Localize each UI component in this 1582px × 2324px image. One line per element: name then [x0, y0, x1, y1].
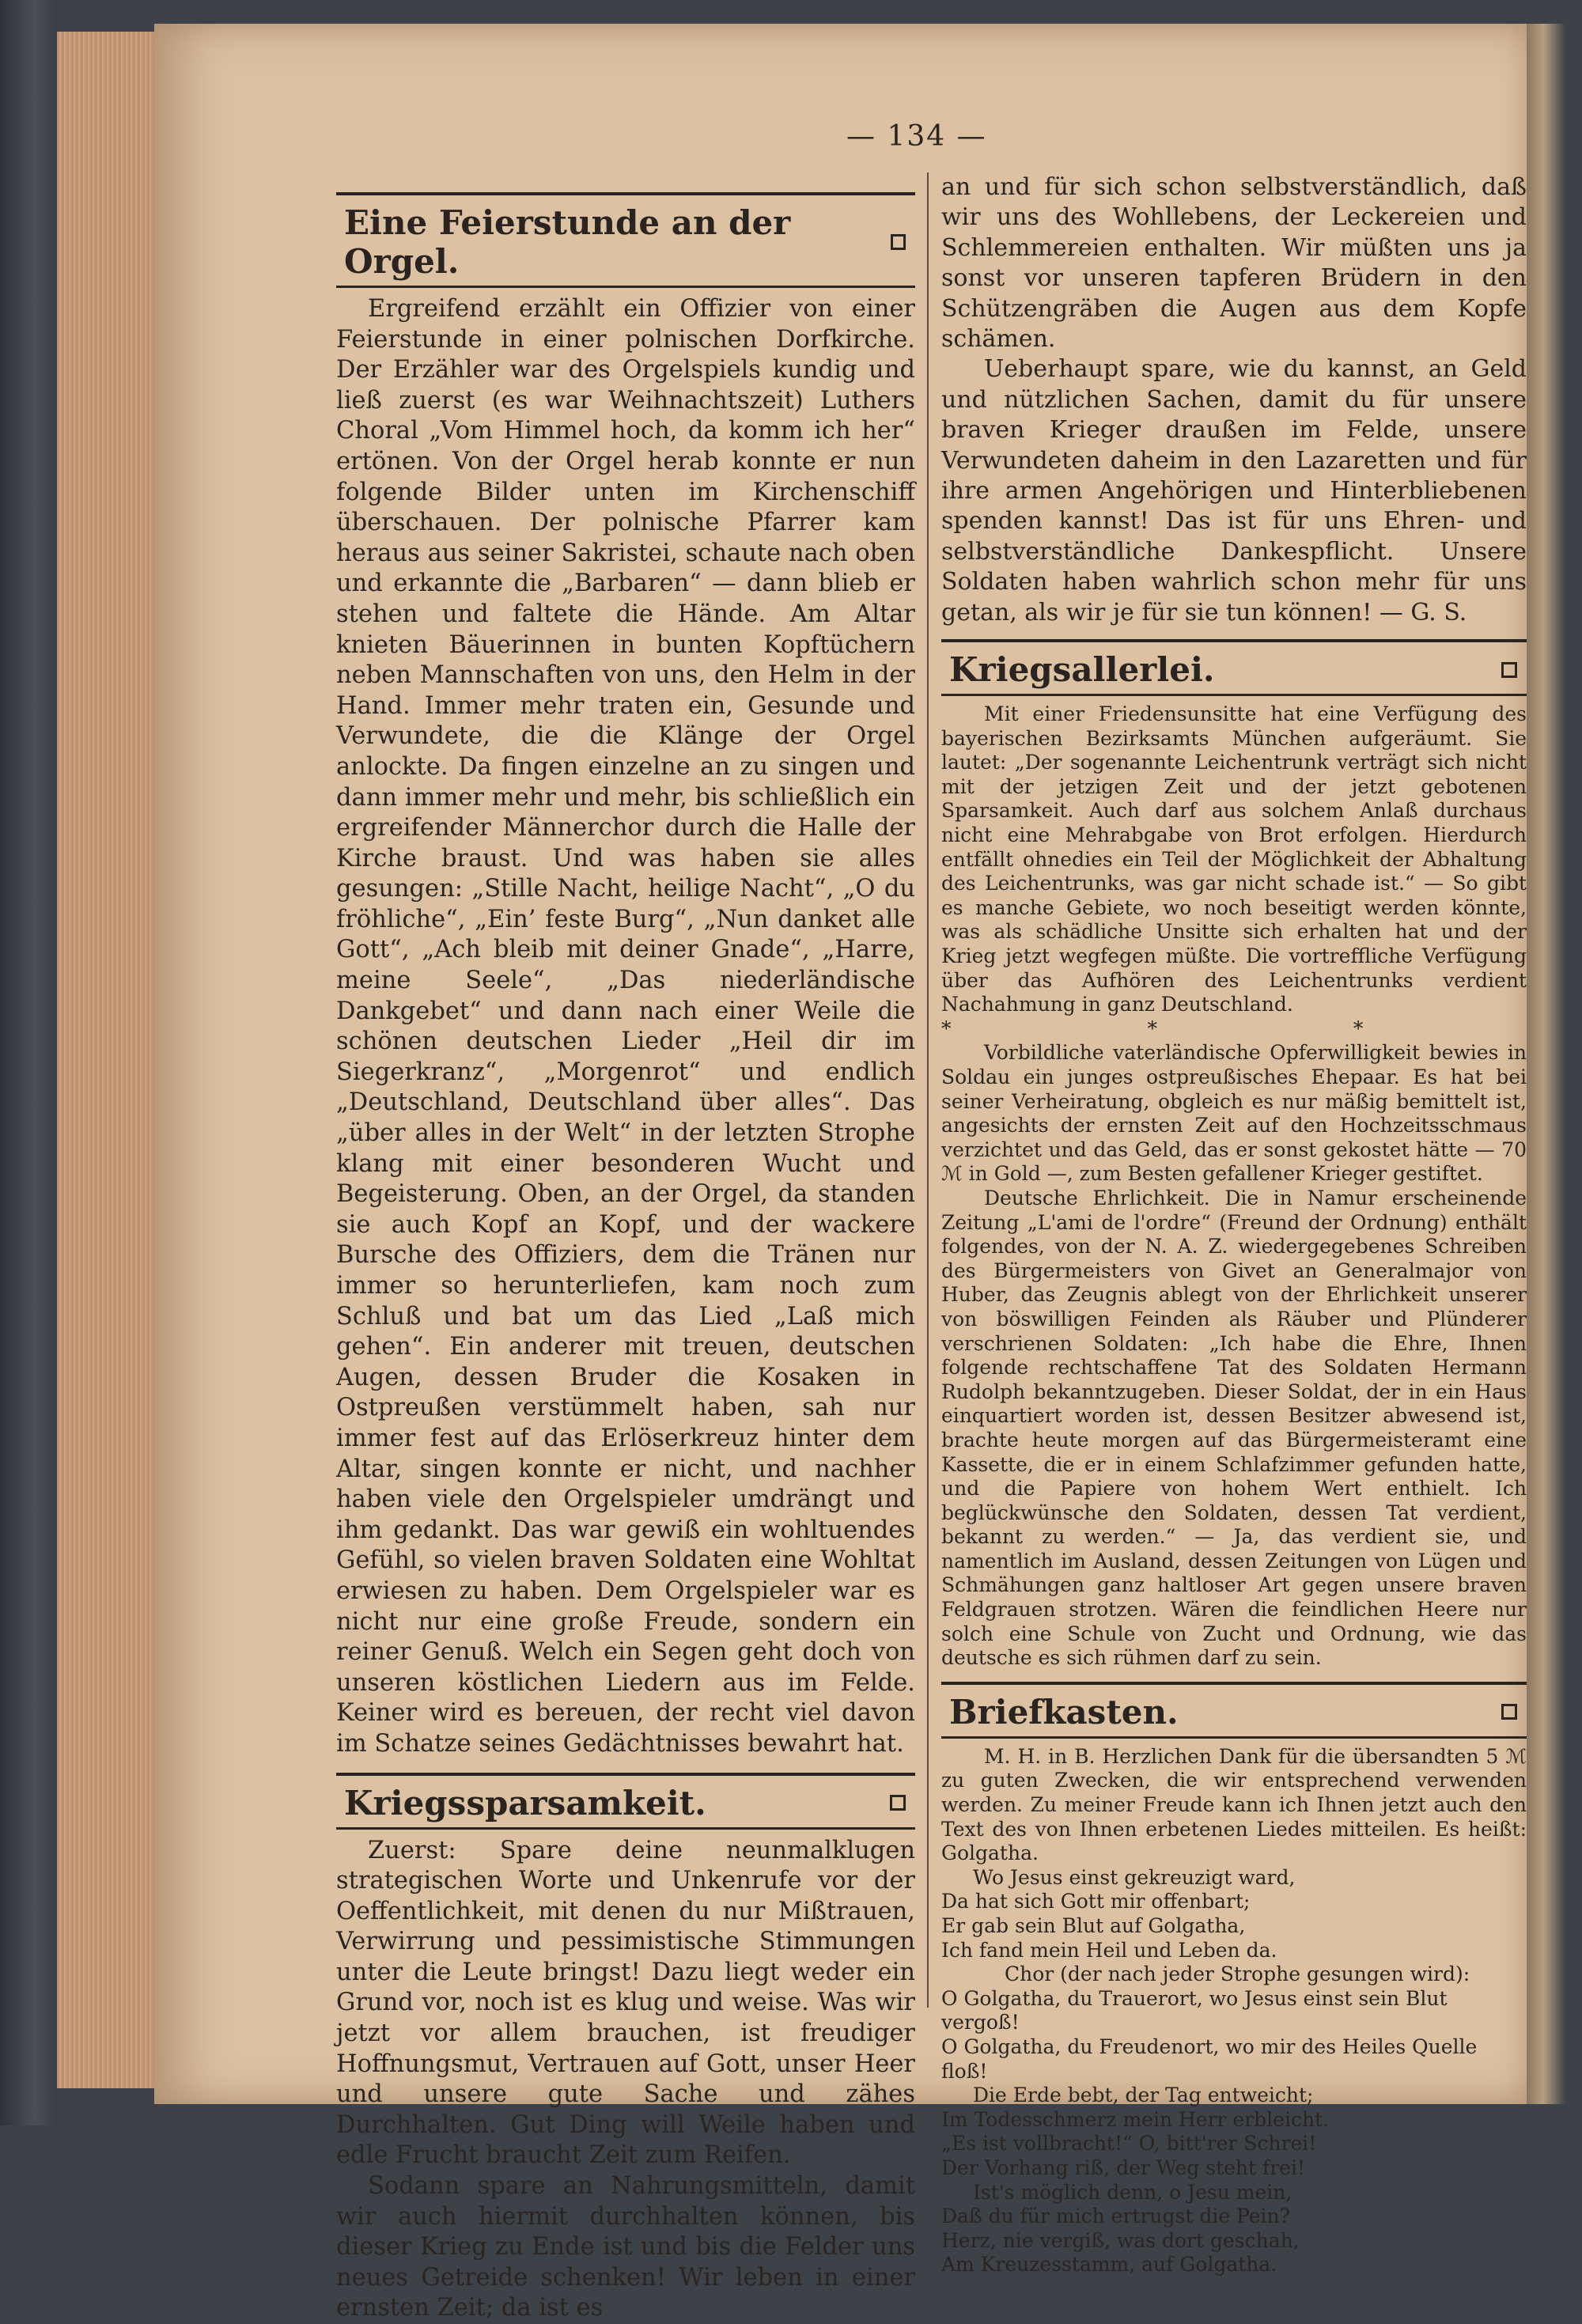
chorus-line: O Golgatha, du Freudenort, wo mir des Heiles Quelle floß!	[941, 2035, 1527, 2084]
letter-reply: M. H. in B. Herzlichen Dank für die übersandten 5 ℳ zu guten Zwecken, die wir entsprechend verwenden werden. Zu meiner Freude kann ich Ihnen jetzt auch den Text des von Ihnen erbetenen Liedes mitteilen. Es heißt: Golgatha.	[941, 1745, 1527, 1866]
chorus-label: Chor (der nach jeder Strophe gesungen wird):	[941, 1963, 1527, 1987]
article-heading	[336, 1773, 915, 1830]
square-ornament-icon	[891, 234, 906, 250]
facing-page-edge	[1527, 24, 1582, 2104]
article-title: Kriegssparsamkeit.	[344, 1784, 706, 1822]
page-stack-edges	[57, 32, 160, 2088]
book-cover-edge	[0, 0, 57, 2125]
poem-line: Ich fand mein Heil und Leben da.	[941, 1939, 1527, 1963]
square-ornament-icon	[890, 1795, 906, 1811]
poem-line: Am Kreuzesstamm, auf Golgatha.	[941, 2253, 1527, 2277]
kriegsallerlei-article	[941, 639, 1527, 1671]
article-paragraph: Deutsche Ehrlichkeit. Die in Namur erscheinende Zeitung „L'ami de l'ordre“ (Freund der Ordnung) enthält folgendes, von der N. A. Z. wiedergegebenes Schreiben des Bürgermeisters von Givet an Generalmajor von Huber, das Zeugnis ablegt von der Ehrlichkeit unserer von böswilligen Feinden als Räuber und Plünderer verschrienen Soldaten: „Ich habe die Ehre, Ihnen folgende rechtschaffene Tat des Soldaten Hermann Rudolph bekanntzugeben. Dieser Soldat, der in ein Haus einquartiert worden ist, dessen Besitzer abwesend ist, brachte heute morgen auf das Bürgermeisteramt eine Kassette, die er in einem Schlafzimmer gefunden hatte, und die Papiere von hohem Wert enthielt. Ich beglückwünsche den Soldaten, dessen Tat verdient, bekannt zu werden.“ — Ja, das verdient sie, und namentlich im Ausland, dessen Zeitungen von Lügen und Schmähungen ganz haltloser Art gegen unsere braven Feldgrauen strotzen. Wären die feindlichen Heere nur solch eine Schule von Zucht und Ordnung, wie das deutsche es sich rühmen darf zu sein.	[941, 1187, 1527, 1671]
poem-line: Er gab sein Blut auf Golgatha,	[941, 1914, 1527, 1939]
article-body: Ergreifend erzählt ein Offizier von einer Feierstunde in einer polnischen Dorfkirche. Der Erzähler war des Orgelspiels kundig und ließ zuerst (es war Weihnachtszeit) Luthers Choral „Vom Himmel hoch, da komm ich her“ ertönen. Von der Orgel herab konnte er nun folgende Bilder unten im Kirchenschiff überschauen. Der polnische Pfarrer kam heraus aus seiner Sakristei, schaute nach oben und erkannte die „Barbaren“ — dann blieb er stehen und faltete die Hände. Am Altar knieten Bäuerinnen in bunten Kopftüchern neben Mannschaften von uns, den Helm in der Hand. Immer mehr traten ein, Gesunde und Verwundete, die die Klänge der Orgel anlockte. Da fingen einzelne an zu singen und dann immer mehr und mehr, bis schließlich ein ergreifender Männerchor durch die Halle der Kirche braust. Und was haben sie alles gesungen: „Stille Nacht, heilige Nacht“, „O du fröhliche“, „Ein’ feste Burg“, „Nun danket alle Gott“, „Ach bleib mit deiner Gnade“, „Harre, meine Seele“, „Das niederländische Dankgebet“ und dann nach einer Weile die schönen deutschen Lieder „Heil dir im Siegerkranz“, „Morgenrot“ und endlich „Deutschland, Deutschland über alles“. Das „über alles in der Welt“ in der letzten Strophe klang mit einer besonderen Wucht und Begeisterung. Oben, an der Orgel, da standen sie auch Kopf an Kopf, und der wackere Bursche des Offiziers, dem die Tränen nur immer so herunterliefen, kam noch zum Schluß und bat um das Lied „Laß mich gehen“. Ein anderer mit treuen, deutschen Augen, dessen Bruder die Kosaken in Ostpreußen verstümmelt haben, sah nur immer fest auf das Erlöserkreuz hinter dem Altar, singen konnte er nicht, und nachher haben viele den Orgelspieler umdrängt und ihm gedankt. Das war gewiß ein wohltuendes Gefühl, so vielen braven Soldaten eine Wohltat erwiesen zu haben. Dem Orgelspieler war es nicht nur eine große Freude, sondern ein reiner Genuß. Welch ein Segen geht doch von unseren köstlichen Liedern aus im Felde. Keiner wird es bereuen, der recht viel davon im Schatze seines Gedächtnisses bewahrt hat.	[336, 294, 915, 1760]
column-divider	[927, 172, 929, 2008]
page-number: — 134 —	[846, 120, 987, 153]
continuation-text	[941, 172, 1527, 628]
article-heading	[941, 639, 1527, 696]
article-title: Kriegsallerlei.	[949, 650, 1215, 689]
poem-line: Der Vorhang riß, der Weg steht frei!	[941, 2156, 1527, 2181]
section-separator-stars: * * *	[941, 1017, 1527, 1042]
briefkasten-section	[941, 1682, 1527, 2277]
article-paragraph: Vorbildliche vaterländische Opferwilligkeit bewies in Soldau ein junges ostpreußisches Ehepaar. Es hat bei seiner Verheiratung, obgleich es nur mäßig bemittelt ist, angesichts der ernsten Zeit auf den Hochzeitsschmaus verzichtet und das Geld, das er sonst gekostet hätte — 70 ℳ in Gold —, zum Besten gefallener Krieger gestiftet.	[941, 1041, 1527, 1187]
article-paragraph: Sodann spare an Nahrungsmitteln, damit wir auch hiermit durchhalten können, bis dieser Krieg zu Ende ist und bis die Felder uns neues Getreide schenken! Wir leben in einer ernsten Zeit; da ist es	[336, 2171, 915, 2324]
poem-line: Da hat sich Gott mir offenbart;	[941, 1890, 1527, 1914]
poem-line: Wo Jesus einst gekreuzigt ward,	[941, 1866, 1527, 1891]
poem-line: Herz, nie vergiß, was dort geschah,	[941, 2229, 1527, 2254]
article-paragraph: an und für sich schon selbstverständlich, daß wir uns des Wohllebens, der Leckereien und Schlemmereien enthalten. Wir müßten uns ja sonst vor unseren tapferen Brüdern in den Schützengräben die Augen aus dem Kopfe schämen.	[941, 172, 1527, 354]
poem-line: Die Erde bebt, der Tag entweicht;	[941, 2084, 1527, 2108]
article-paragraph: Mit einer Friedensunsitte hat eine Verfügung des bayerischen Bezirksamts München aufgeräumt. Sie lautet: „Der sogenannte Leichentrunk verträgt sich nicht mit der jetzigen Zeit und der jetzt gebotenen Sparsamkeit. Auch darf aus solchem Anlaß durchaus nicht eine Mehrabgabe von Brot erfolgen. Hierdurch entfällt ohnedies ein Teil der Möglichkeit der Abhaltung des Leichentrunks, was gar nicht schade ist.“ — So gibt es manche Gebiete, wo noch beseitigt werden könnte, was als schädliche Unsitte sich erhalten hat und der Krieg jetzt wegfegen müßte. Die vortreffliche Verfügung über das Aufhören des Leichentrunks verdient Nachahmung in ganz Deutschland.	[941, 702, 1527, 1017]
article-title: Eine Feierstunde an der Orgel.	[344, 203, 883, 281]
poem-line: „Es ist vollbracht!“ O, bitt'rer Schrei!	[941, 2132, 1527, 2156]
chorus-line: O Golgatha, du Trauerort, wo Jesus einst sein Blut vergoß!	[941, 1987, 1527, 2035]
article-paragraph: Ueberhaupt spare, wie du kannst, an Geld und nützlichen Sachen, damit du für unsere braven Krieger draußen im Felde, unsere Verwundeten daheim in den Lazaretten und für ihre armen Angehörigen und Hinterbliebenen spenden kannst! Das ist für uns Ehren- und selbstverständliche Dankespflicht. Unsere Soldaten haben wahrlich schon mehr für uns getan, als wir je für sie tun können! — G. S.	[941, 354, 1527, 628]
article-heading	[336, 192, 915, 288]
square-ornament-icon	[1501, 1704, 1517, 1720]
article-paragraph: Zuerst: Spare deine neunmalklugen strategischen Worte und Unkenrufe vor der Oeffentlichkeit, mit denen du nur Mißtrauen, Verwirrung und pessimistische Stimmungen unter die Leute bringst! Dazu liegt weder ein Grund vor, noch ist es klug und weise. Was wir jetzt vor allem brauchen, ist freudiger Hoffnungsmut, Vertrauen auf Gott, unser Heer und unsere gute Sache und zähes Durchhalten. Gut Ding will Weile haben und edle Frucht braucht Zeit zum Reifen.	[336, 1836, 915, 2172]
poem-line: Im Todesschmerz mein Herr erbleicht.	[941, 2108, 1527, 2133]
left-column	[336, 192, 915, 2324]
article-title: Briefkasten.	[949, 1693, 1179, 1732]
square-ornament-icon	[1501, 662, 1517, 678]
poem-line: Ist's möglich denn, o Jesu mein,	[941, 2181, 1527, 2205]
right-column	[941, 172, 1527, 2277]
kriegssparsamkeit-article	[336, 1773, 915, 2324]
article-heading	[941, 1682, 1527, 1739]
poem-line: Daß du für mich ertrugst die Pein?	[941, 2205, 1527, 2229]
feierstunde-article	[336, 192, 915, 1760]
